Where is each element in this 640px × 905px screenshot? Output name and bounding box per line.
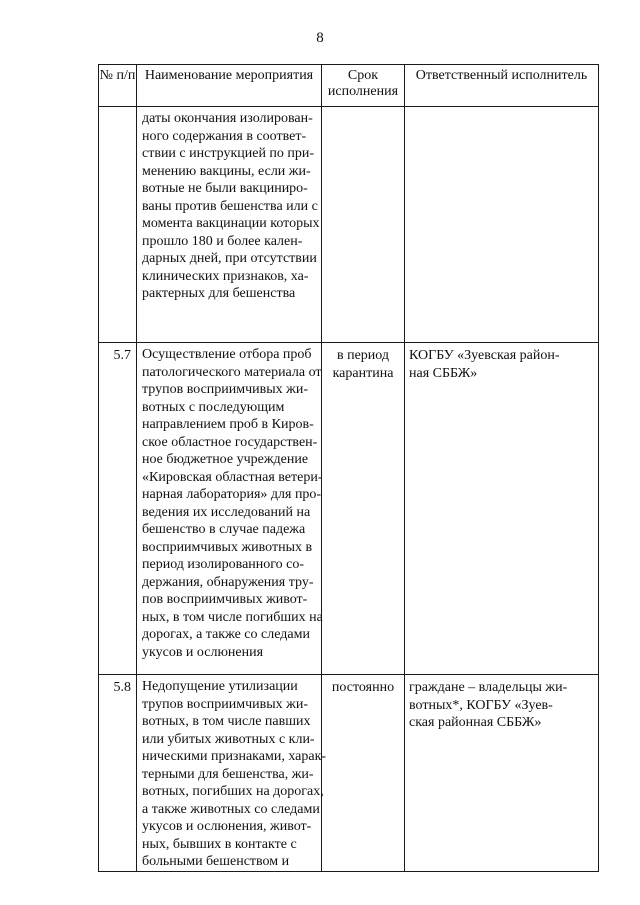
text-line: ное бюджетное учреждение [142, 452, 309, 467]
text-line: ного содержания в соответ- [142, 128, 307, 144]
text-line: Недопущение утилизации [142, 679, 298, 694]
text-line: постоянно [331, 680, 395, 695]
text-line: укусов и ослюнения, живот- [142, 819, 312, 834]
text-line: или убитых животных с кли- [142, 731, 315, 747]
header-name: Наименование мероприятия [137, 65, 322, 107]
text-line: пов восприимчивых живот- [142, 592, 308, 607]
header-responsible: Ответственный исполнитель [405, 65, 599, 107]
text-line: восприимчивых животных в [142, 539, 313, 555]
measure-responsible [405, 343, 599, 675]
text-line: ных, бывших в контакте с [142, 836, 297, 852]
measures-table [98, 64, 599, 872]
measure-term [322, 343, 405, 675]
text-line: а также животных со следами [142, 801, 320, 817]
text-line: дорогах, а также со следами [142, 627, 310, 642]
text-line: даты окончания изолирован- [142, 111, 313, 126]
table-row [99, 343, 599, 675]
text-line: момента вакцинации которых [142, 216, 320, 231]
measure-name [137, 107, 322, 343]
measure-name [137, 675, 327, 872]
text-line: в период [336, 348, 390, 363]
table-row [99, 675, 599, 872]
table-body [99, 107, 599, 872]
text-line: ведения их исследований на [142, 504, 311, 520]
page-number: 8 [316, 30, 324, 46]
measure-name [137, 343, 322, 675]
measure-term [322, 675, 405, 872]
text-line: терными для бешенства, жи- [142, 766, 314, 782]
text-line: Осуществление отбора проб [142, 347, 312, 362]
text-line: держания, обнаружения тру- [142, 574, 314, 590]
text-line: нарная лаборатория» для про- [142, 487, 322, 502]
text-line: ская районная СББЖ» [409, 715, 542, 730]
text-line: «Кировская областная ветери- [142, 469, 323, 485]
text-line: граждане – владельцы жи- [409, 680, 568, 695]
text-line: направлением проб в Киров- [142, 417, 314, 432]
text-line: больными бешенством и [142, 854, 290, 869]
measure-responsible [405, 675, 599, 872]
row-number [99, 107, 137, 343]
text-line: прошло 180 и более кален- [142, 233, 303, 249]
header-num: № п/п [99, 65, 137, 107]
measure-term [322, 107, 405, 343]
text-line: период изолированного со- [142, 557, 305, 572]
table-header-row [99, 65, 599, 107]
text-line: патологического материала от [142, 364, 322, 380]
text-line: бешенство в случае падежа [142, 522, 306, 537]
table-row [99, 107, 599, 343]
header-term: Срок исполнения [322, 65, 405, 107]
text-line: ных, в том числе погибших на [142, 609, 323, 625]
measure-responsible [405, 107, 599, 343]
text-line: вотных с последующим [142, 399, 285, 415]
text-line: трупов восприимчивых жи- [142, 696, 308, 712]
text-line: рактерных для бешенства [142, 286, 296, 301]
text-line: карантина [332, 365, 394, 381]
text-line: КОГБУ «Зуевская район- [409, 348, 560, 363]
text-line: трупов восприимчивых жи- [142, 382, 308, 397]
text-line: ная СББЖ» [409, 365, 478, 381]
row-number: 5.7 [99, 343, 137, 675]
text-line: вотных, в том числе павших [142, 714, 311, 729]
text-line: ническими признаками, харак- [142, 749, 327, 764]
row-number: 5.8 [99, 675, 137, 872]
text-line: вотных*, КОГБУ «Зуев- [409, 697, 553, 713]
text-line: вотные не были вакцинирo- [142, 181, 308, 196]
text-line: вотных, погибших на дорогах, [142, 784, 324, 799]
text-line: клинических признаков, ха- [142, 268, 309, 284]
text-line: укусов и ослюнения [142, 644, 264, 660]
text-line: менению вакцины, если жи- [142, 163, 311, 179]
text-line: ствии с инструкцией по при- [142, 146, 315, 161]
text-line: дарных дней, при отсутствии [142, 251, 317, 266]
text-line: ское областное государствен- [142, 434, 318, 450]
text-line: ваны против бешенства или с [142, 198, 318, 214]
